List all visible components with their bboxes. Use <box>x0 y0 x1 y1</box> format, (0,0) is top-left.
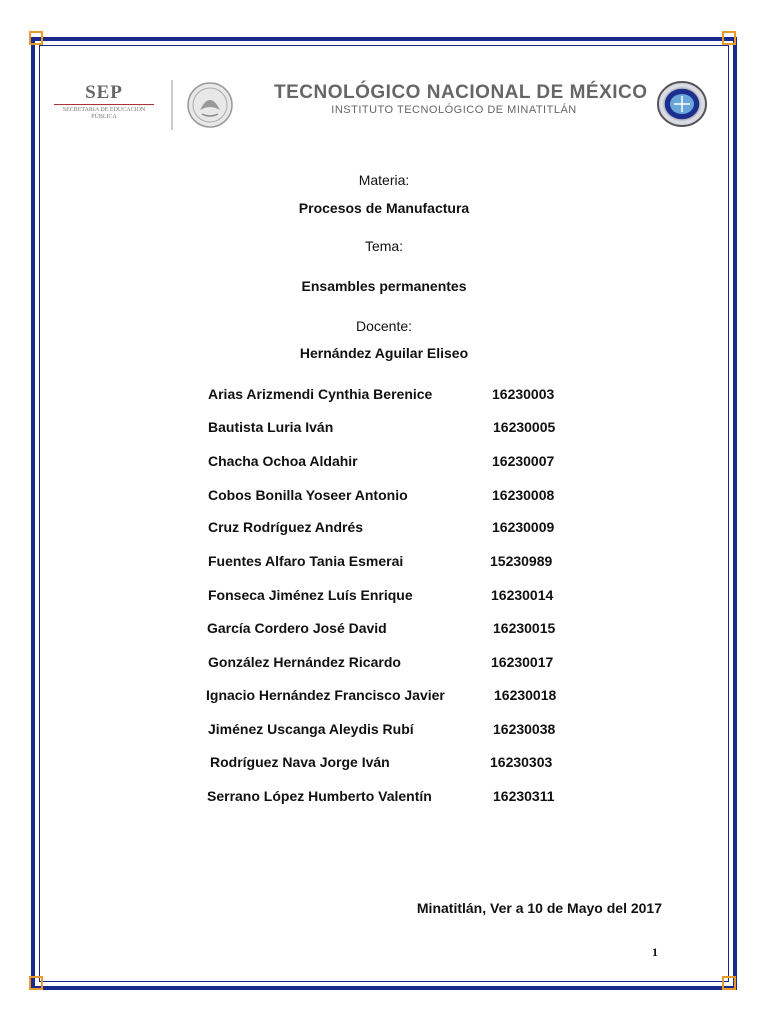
student-name: Rodríguez Nava Jorge Iván <box>210 754 390 770</box>
docente-label: Docente: <box>355 318 413 334</box>
student-id: 16230017 <box>491 654 554 670</box>
sep-logo-subtitle: SECRETARÍA DE EDUCACIÓN PÚBLICA <box>62 107 146 120</box>
student-id: 16230007 <box>492 453 555 469</box>
institution-subtitle: INSTITUTO TECNOLÓGICO DE MINATITLÁN <box>331 104 577 116</box>
sep-logo-rule <box>54 104 154 105</box>
student-id: 16230009 <box>492 519 555 535</box>
materia-label: Materia: <box>358 172 410 188</box>
corner-ornament-icon <box>29 976 43 990</box>
student-name: Fuentes Alfaro Tania Esmerai <box>208 553 404 569</box>
student-id: 16230303 <box>490 754 553 770</box>
student-name: Cobos Bonilla Yoseer Antonio <box>208 487 408 503</box>
institution-title: TECNOLÓGICO NACIONAL DE MÉXICO <box>274 82 648 103</box>
sep-logo-text: SEP <box>85 82 123 103</box>
student-id: 16230014 <box>491 587 554 603</box>
sep-logo <box>52 82 156 124</box>
docente-value: Hernández Aguilar Eliseo <box>299 345 469 361</box>
corner-ornament-icon <box>722 976 736 990</box>
student-id: 16230311 <box>493 788 555 804</box>
tema-value: Ensambles permanentes <box>301 278 467 294</box>
header-divider <box>171 80 173 130</box>
date-line: Minatitlán, Ver a 10 de Mayo del 2017 <box>416 900 662 916</box>
student-id: 15230989 <box>490 553 553 569</box>
student-id: 16230005 <box>493 419 556 435</box>
student-id: 16230038 <box>493 721 556 737</box>
student-name: González Hernández Ricardo <box>208 654 401 670</box>
corner-ornament-icon <box>29 31 43 45</box>
student-name: Fonseca Jiménez Luís Enrique <box>208 587 413 603</box>
institute-emblem-icon <box>656 80 708 128</box>
student-name: Ignacio Hernández Francisco Javier <box>206 687 445 703</box>
student-name: Arias Arizmendi Cynthia Berenice <box>208 386 433 402</box>
student-name: Serrano López Humberto Valentín <box>207 788 432 804</box>
student-name: Bautista Luria Iván <box>208 419 334 435</box>
corner-ornament-icon <box>722 31 736 45</box>
mexican-coat-of-arms-icon <box>180 80 240 130</box>
student-id: 16230008 <box>492 487 555 503</box>
student-name: Cruz Rodríguez Andrés <box>208 519 364 535</box>
student-name: García Cordero José David <box>207 620 387 636</box>
tema-label: Tema: <box>364 238 404 254</box>
student-name: Jiménez Uscanga Aleydis Rubí <box>208 721 414 737</box>
page-number: 1 <box>652 945 658 959</box>
student-name: Chacha Ochoa Aldahir <box>208 453 358 469</box>
student-id: 16230003 <box>492 386 555 402</box>
student-id: 16230018 <box>494 687 557 703</box>
materia-value: Procesos de Manufactura <box>298 200 470 216</box>
student-id: 16230015 <box>493 620 556 636</box>
